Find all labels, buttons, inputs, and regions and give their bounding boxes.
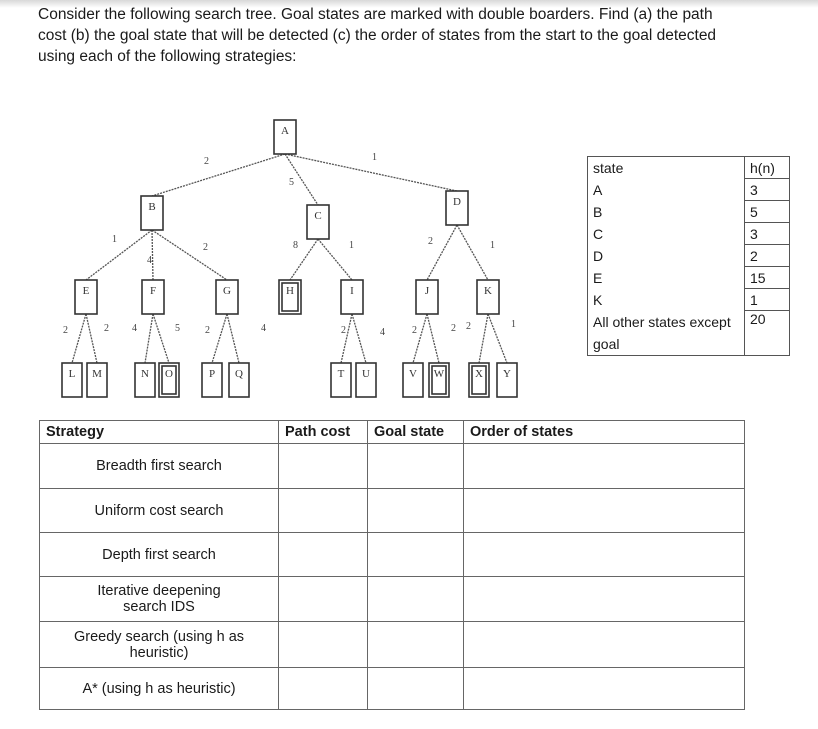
edge-cost-C-I: 1 <box>349 240 354 251</box>
node-U <box>356 363 376 397</box>
edge-cost-A-C: 5 <box>289 177 294 188</box>
node-label-H: H <box>286 285 294 297</box>
edge-I-U <box>352 314 366 363</box>
node-V <box>403 363 423 397</box>
edge-cost-K-X: 2 <box>466 321 471 332</box>
node-label-V: V <box>409 368 417 380</box>
path-cost-cell[interactable] <box>279 444 368 489</box>
node-L <box>62 363 82 397</box>
edge-cost-E-M: 2 <box>104 323 109 334</box>
heuristic-state: A <box>588 179 745 201</box>
goal-state-cell[interactable] <box>368 577 464 622</box>
edge-cost-G-Q: 4 <box>261 323 266 334</box>
heuristic-state: C <box>588 223 745 245</box>
heuristic-state: D <box>588 245 745 267</box>
node-label-O: O <box>165 368 173 380</box>
edge-A-D <box>285 154 457 191</box>
node-O <box>159 363 179 397</box>
heuristic-value: 2 <box>745 245 790 267</box>
node-C <box>307 205 329 239</box>
order-of-states-cell[interactable] <box>464 668 745 710</box>
edge-cost-B-E: 1 <box>112 234 117 245</box>
heuristic-state: K <box>588 289 745 311</box>
order-of-states-cell[interactable] <box>464 489 745 533</box>
edge-J-V <box>413 314 427 363</box>
node-D <box>446 191 468 225</box>
order-of-states-cell[interactable] <box>464 622 745 668</box>
header-strategy: Strategy <box>40 421 279 444</box>
node-M <box>87 363 107 397</box>
edge-cost-I-U: 4 <box>380 327 385 338</box>
node-G <box>216 280 238 314</box>
edge-cost-A-B: 2 <box>204 156 209 167</box>
strategy-name: A* (using h as heuristic) <box>40 668 279 710</box>
goal-state-cell[interactable] <box>368 668 464 710</box>
order-of-states-cell[interactable] <box>464 577 745 622</box>
node-Q <box>229 363 249 397</box>
node-X <box>469 363 489 397</box>
heuristic-value: 5 <box>745 201 790 223</box>
edge-F-N <box>145 314 153 363</box>
heuristic-header-h: h(n) <box>745 157 790 179</box>
heuristic-table <box>587 156 790 356</box>
node-label-A: A <box>281 125 289 137</box>
strategy-name: Iterative deepening search IDS <box>40 577 279 622</box>
edge-D-K <box>457 225 488 280</box>
edge-D-J <box>427 225 457 280</box>
heuristic-value: 20 <box>745 311 790 356</box>
node-label-T: T <box>337 368 345 380</box>
path-cost-cell[interactable] <box>279 489 368 533</box>
node-label-Q: Q <box>235 368 243 380</box>
header-goal-state: Goal state <box>368 421 464 444</box>
node-I <box>341 280 363 314</box>
node-label-F: F <box>149 285 157 297</box>
edge-A-B <box>152 154 285 196</box>
edge-cost-G-P: 2 <box>205 325 210 336</box>
heuristic-header-state: state <box>588 157 745 179</box>
strategy-name: Breadth first search <box>40 444 279 489</box>
node-B <box>141 196 163 230</box>
edge-K-X <box>479 314 488 363</box>
node-label-W: W <box>433 368 445 380</box>
node-A <box>274 120 296 154</box>
node-label-N: N <box>141 368 149 380</box>
node-label-C: C <box>314 210 322 222</box>
node-N <box>135 363 155 397</box>
edge-cost-E-L: 2 <box>63 325 68 336</box>
node-label-Y: Y <box>503 368 511 380</box>
node-label-D: D <box>453 196 461 208</box>
edge-G-P <box>212 314 227 363</box>
edge-cost-B-G: 2 <box>203 242 208 253</box>
edge-C-I <box>318 239 352 280</box>
edge-cost-B-F: 4 <box>147 255 152 266</box>
node-label-P: P <box>208 368 216 380</box>
edge-cost-J-W: 2 <box>451 323 456 334</box>
edge-J-W <box>427 314 439 363</box>
question-text: Consider the following search tree. Goal states are marked with double boarders. Find (a) the path cost (b) the goal state that will be detected (c) the order of states from the start to the goal detected using each of the following strategies: <box>38 6 717 65</box>
node-label-X: X <box>475 368 483 380</box>
tree-nodes <box>62 120 517 397</box>
edge-cost-J-V: 2 <box>412 325 417 336</box>
strategy-name: Depth first search <box>40 533 279 577</box>
edge-F-O <box>153 314 169 363</box>
order-of-states-cell[interactable] <box>464 533 745 577</box>
edge-G-Q <box>227 314 239 363</box>
edge-B-E <box>86 230 152 280</box>
header-order-of-states: Order of states <box>464 421 745 444</box>
goal-state-cell[interactable] <box>368 622 464 668</box>
edge-B-F <box>152 230 153 280</box>
node-label-M: M <box>92 368 102 380</box>
path-cost-cell[interactable] <box>279 533 368 577</box>
edge-cost-F-N: 4 <box>132 323 137 334</box>
edge-cost-D-K: 1 <box>490 240 495 251</box>
node-label-K: K <box>484 285 492 297</box>
edge-E-M <box>86 314 97 363</box>
node-label-E: E <box>82 285 90 297</box>
strategy-name: Uniform cost search <box>40 489 279 533</box>
heuristic-state: B <box>588 201 745 223</box>
edge-K-Y <box>488 314 507 363</box>
goal-state-cell[interactable] <box>368 444 464 489</box>
node-label-I: I <box>350 285 354 297</box>
edge-cost-K-Y: 1 <box>511 319 516 330</box>
strategy-table <box>39 420 745 710</box>
node-K <box>477 280 499 314</box>
path-cost-cell[interactable] <box>279 577 368 622</box>
node-Y <box>497 363 517 397</box>
edge-cost-C-H: 8 <box>293 240 298 251</box>
path-cost-cell[interactable] <box>279 622 368 668</box>
node-W <box>429 363 449 397</box>
heuristic-state: E <box>588 267 745 289</box>
node-label-L: L <box>68 368 76 380</box>
node-E <box>75 280 97 314</box>
edge-cost-D-J: 2 <box>428 236 433 247</box>
header-path-cost: Path cost <box>279 421 368 444</box>
node-J <box>416 280 438 314</box>
edge-I-T <box>341 314 352 363</box>
heuristic-value: 1 <box>745 289 790 311</box>
goal-state-cell[interactable] <box>368 533 464 577</box>
heuristic-value: 3 <box>745 179 790 201</box>
path-cost-cell[interactable] <box>279 668 368 710</box>
order-of-states-cell[interactable] <box>464 444 745 489</box>
heuristic-state: All other states except goal <box>588 311 745 356</box>
node-H <box>279 280 301 314</box>
node-label-U: U <box>362 368 370 380</box>
strategy-name: Greedy search (using h as heuristic) <box>40 622 279 668</box>
node-label-J: J <box>424 285 430 297</box>
heuristic-value: 15 <box>745 267 790 289</box>
node-label-B: B <box>148 201 156 213</box>
edge-cost-A-D: 1 <box>372 152 377 163</box>
goal-state-cell[interactable] <box>368 489 464 533</box>
edge-cost-F-O: 5 <box>175 323 180 334</box>
edge-cost-I-T: 2 <box>341 325 346 336</box>
node-F <box>142 280 164 314</box>
node-label-G: G <box>223 285 231 297</box>
edge-B-G <box>152 230 227 280</box>
heuristic-value: 3 <box>745 223 790 245</box>
edge-E-L <box>72 314 86 363</box>
node-T <box>331 363 351 397</box>
node-P <box>202 363 222 397</box>
